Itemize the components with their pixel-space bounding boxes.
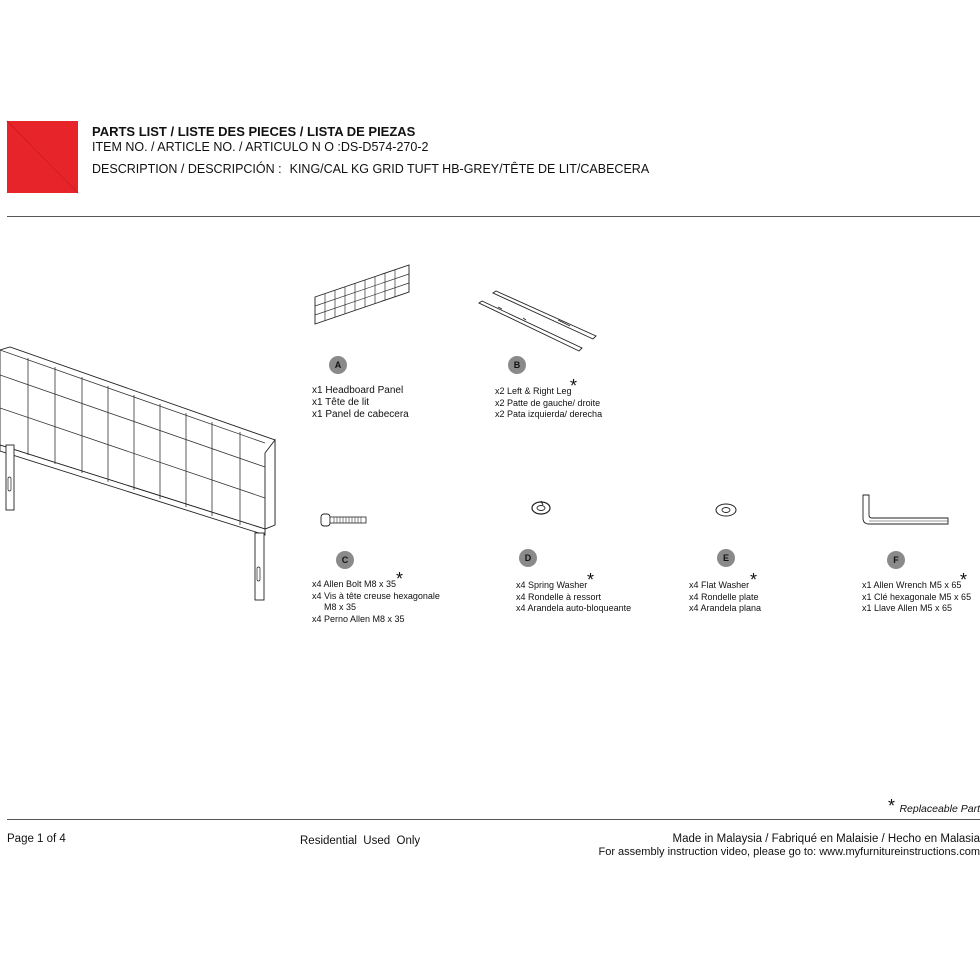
allen-wrench-illustration [858, 492, 952, 528]
part-c-line: x4 Vis à tête creuse hexagonale [312, 590, 440, 601]
part-e-line: x4 Flat Washer [689, 580, 750, 590]
replaceable-star-icon: * [570, 376, 578, 396]
description-line [92, 162, 649, 176]
part-badge-c: C [336, 551, 354, 569]
part-badge-b: B [508, 356, 526, 374]
replaceable-star-icon: * [587, 570, 595, 590]
part-d-caption [516, 580, 631, 615]
allen-bolt-illustration [320, 513, 370, 527]
headboard-panel-illustration [312, 262, 412, 326]
part-c-line: x4 Allen Bolt M8 x 35 [312, 579, 397, 589]
part-d-line: x4 Rondelle à ressort [516, 591, 602, 602]
part-f-caption [862, 580, 971, 615]
usage-note: Residential Used Only [300, 835, 421, 847]
part-c-caption [312, 579, 440, 625]
replaceable-legend-text: Replaceable Part [899, 803, 980, 815]
legs-illustration [478, 290, 598, 352]
part-b-line: x2 Pata izquierda/ derecha [495, 409, 603, 419]
part-c-line: M8 x 35 [324, 602, 357, 612]
item-number-value: DS-D574-270-2 [340, 140, 429, 154]
part-c-line: x4 Perno Allen M8 x 35 [312, 613, 405, 624]
replaceable-star-icon: * [396, 569, 404, 589]
page-number: Page 1 of 4 [7, 833, 66, 845]
page-title: PARTS LIST / LISTE DES PIECES / LISTA DE PIEZAS [92, 124, 416, 139]
logo-diagonal [7, 121, 78, 193]
assembled-headboard-illustration [0, 345, 280, 605]
part-d-line: x4 Spring Washer [516, 580, 588, 590]
replaceable-star-icon: * [750, 570, 758, 590]
part-e-line: x4 Arandela plana [689, 603, 762, 613]
spring-washer-illustration [530, 500, 552, 516]
replaceable-legend [888, 797, 980, 817]
part-badge-f: F [887, 551, 905, 569]
assembly-video-note: For assembly instruction video, please go to: www.myfurnitureinstructions.com [598, 846, 980, 858]
part-f-line: x1 Allen Wrench M5 x 65 [862, 580, 962, 590]
made-in-note: Made in Malaysia / Fabriqué en Malaisie / Hecho en Malasia [672, 833, 980, 845]
item-number-line [92, 140, 428, 154]
footer-divider [7, 819, 980, 820]
part-a-caption [312, 385, 409, 421]
brand-logo-square [7, 121, 78, 193]
replaceable-star-icon: * [887, 796, 895, 816]
item-number-label: ITEM NO. / ARTICLE NO. / ARTICULO N O : [92, 140, 341, 154]
part-b-line: x2 Left & Right Leg [495, 386, 572, 396]
description-value: KING/CAL KG GRID TUFT HB-GREY/TÊTE DE LIT/CABECERA [289, 162, 650, 176]
part-a-line: x1 Tête de lit [312, 397, 370, 408]
part-a-line: x1 Headboard Panel [312, 385, 404, 396]
part-badge-a: A [329, 356, 347, 374]
part-f-line: x1 Llave Allen M5 x 65 [862, 603, 953, 613]
part-f-line: x1 Clé hexagonale M5 x 65 [862, 591, 972, 602]
part-b-caption [495, 386, 602, 421]
part-d-line: x4 Arandela auto-bloqueante [516, 603, 632, 613]
part-a-line: x1 Panel de cabecera [312, 409, 409, 420]
part-e-line: x4 Rondelle plate [689, 591, 759, 602]
part-badge-d: D [519, 549, 537, 567]
replaceable-star-icon: * [960, 570, 968, 590]
header-divider [7, 216, 980, 217]
part-b-line: x2 Patte de gauche/ droite [495, 397, 601, 408]
flat-washer-illustration [714, 502, 738, 518]
description-label: DESCRIPTION / DESCRIPCIÓN : [92, 162, 282, 176]
part-badge-e: E [717, 549, 735, 567]
